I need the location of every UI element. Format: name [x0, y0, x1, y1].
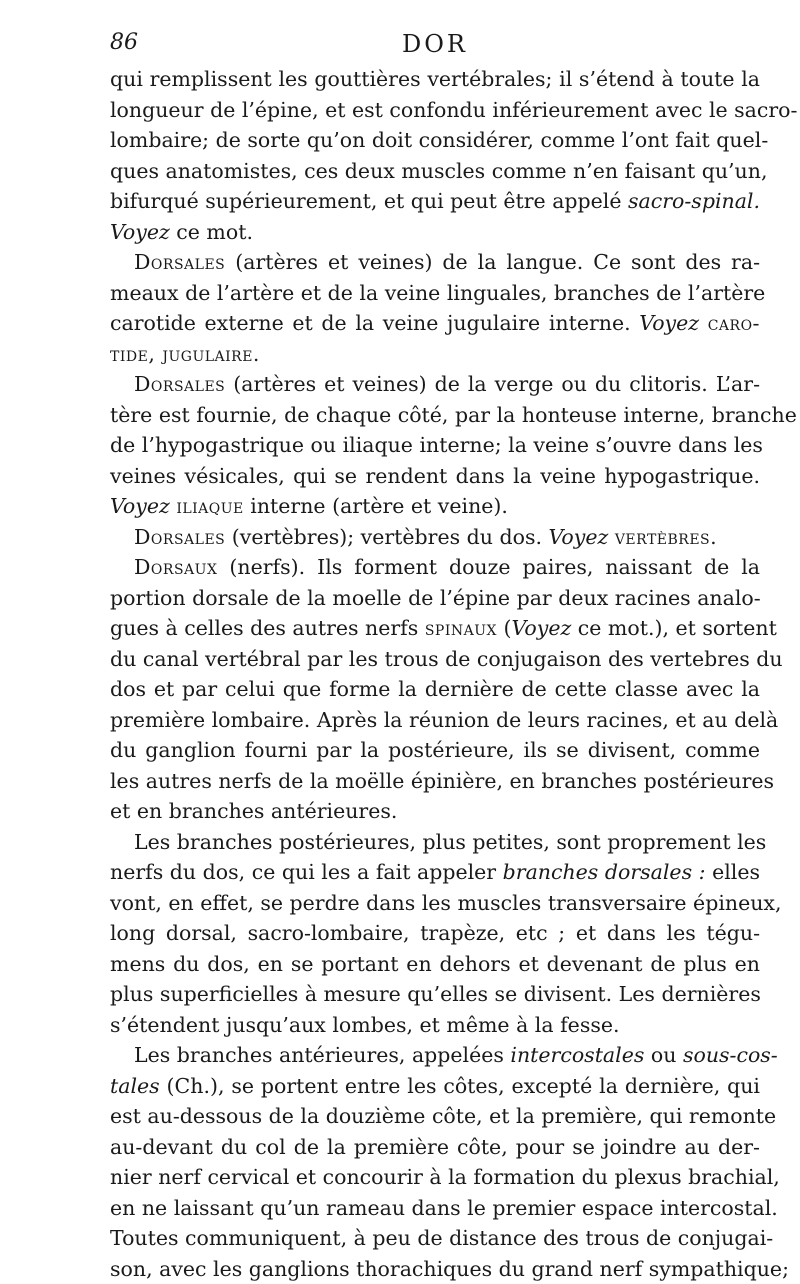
- text-line: Les branches antérieures, appelées intercostales ou sous-cos-: [110, 1040, 760, 1071]
- text-line: Dorsaux (nerfs). Ils forment douze paires, naissant de la: [110, 552, 760, 583]
- text-line: Dorsales (artères et veines) de la langue. Ce sont des ra-: [110, 247, 760, 278]
- text-line: longueur de l’épine, et est confondu inférieurement avec le sacro-: [110, 95, 760, 126]
- text-line: les autres nerfs de la moëlle épinière, en branches postérieures: [110, 766, 760, 797]
- text-line: qui remplissent les gouttières vertébrales; il s’étend à toute la: [110, 64, 760, 95]
- cross-reference: Voyez: [549, 525, 609, 549]
- text-line: et en branches antérieures.: [110, 796, 760, 827]
- text-line: mens du dos, en se portant en dehors et devenant de plus en: [110, 949, 760, 980]
- italic-term: sacro-spinal.: [628, 189, 760, 213]
- text-line: de l’hypogastrique ou iliaque interne; la veine s’ouvre dans les: [110, 430, 760, 461]
- text-line: Toutes communiquent, à peu de distance des trous de conjugai-: [110, 1223, 760, 1254]
- text-line: Dorsales (vertèbres); vertèbres du dos. Voyez vertèbres.: [110, 522, 760, 553]
- italic-term: intercostales: [510, 1043, 644, 1067]
- entry-headword: Dorsaux: [134, 555, 217, 579]
- text-line: Les branches postérieures, plus petites, sont proprement les: [110, 827, 760, 858]
- page-number: 86: [110, 30, 138, 55]
- page-header: [110, 30, 760, 66]
- italic-term: branches dorsales :: [503, 860, 706, 884]
- entry-headword: Dorsales: [134, 525, 225, 549]
- text-line: s’étendent jusqu’aux lombes, et même à la fesse.: [110, 1010, 760, 1041]
- text-line: vont, en effet, se perdre dans les muscles transversaire épineux,: [110, 888, 760, 919]
- text-line: du canal vertébral par les trous de conjugaison des vertebres du: [110, 644, 760, 675]
- text-line: au-devant du col de la première côte, pour se joindre au der-: [110, 1132, 760, 1163]
- text-line: lombaire; de sorte qu’on doit considérer, comme l’ont fait quel-: [110, 125, 760, 156]
- text-line: première lombaire. Après la réunion de leurs racines, et au delà: [110, 705, 760, 736]
- text-line: long dorsal, sacro-lombaire, trapèze, etc ; et dans les tégu-: [110, 918, 760, 949]
- text-line: nerfs du dos, ce qui les a fait appeler branches dorsales : elles: [110, 857, 760, 888]
- text-line: ques anatomistes, ces deux muscles comme n’en faisant qu’un,: [110, 156, 760, 187]
- cross-reference-term: vertèbres.: [615, 525, 717, 549]
- cross-reference: Voyez: [639, 311, 699, 335]
- text-line: portion dorsale de la moelle de l’épine par deux racines analo-: [110, 583, 760, 614]
- entry-headword: Dorsales: [134, 372, 225, 396]
- text-line: tales (Ch.), se portent entre les côtes, excepté la dernière, qui: [110, 1071, 760, 1102]
- text-line: Voyez iliaque interne (artère et veine).: [110, 491, 760, 522]
- cross-reference-term: iliaque: [176, 494, 243, 518]
- text-line: [110, 339, 760, 370]
- cross-reference: Voyez: [110, 494, 170, 518]
- italic-term: sous-cos-: [683, 1043, 778, 1067]
- entry-headword: Dorsales: [134, 250, 225, 274]
- cross-reference: Voyez: [512, 616, 572, 640]
- text-line: en ne laissant qu’un rameau dans le premier espace intercostal.: [110, 1193, 760, 1224]
- cross-reference: Voyez: [110, 220, 170, 244]
- text-line: gues à celles des autres nerfs spinaux (Voyez ce mot.), et sortent: [110, 613, 760, 644]
- text-line: meaux de l’artère et de la veine linguales, branches de l’artère: [110, 278, 760, 309]
- text-line: Dorsales (artères et veines) de la verge ou du clitoris. L’ar-: [110, 369, 760, 400]
- text-line: nier nerf cervical et concourir à la formation du plexus brachial,: [110, 1162, 760, 1193]
- text-line: dos et par celui que forme la dernière de cette classe avec la: [110, 674, 760, 705]
- text-line: carotide externe et de la veine jugulaire interne. Voyez caro-: [110, 308, 760, 339]
- text-line: tère est fournie, de chaque côté, par la honteuse interne, branche: [110, 400, 760, 431]
- text-line: plus superficielles à mesure qu’elles se divisent. Les dernières: [110, 979, 760, 1010]
- text-line: bifurqué supérieurement, et qui peut être appelé sacro-spinal.: [110, 186, 760, 217]
- cross-reference-term: tide, jugulaire.: [110, 342, 260, 366]
- cross-reference-term: caro-: [708, 311, 760, 335]
- body-text: [110, 64, 760, 1284]
- running-head: DOR: [110, 30, 760, 58]
- italic-term: tales: [110, 1074, 160, 1098]
- cross-reference-term: spinaux: [425, 616, 497, 640]
- text-line: est au-dessous de la douzième côte, et la première, qui remonte: [110, 1101, 760, 1132]
- text-line: son, avec les ganglions thorachiques du grand nerf sympathique;: [110, 1254, 760, 1284]
- text-line: veines vésicales, qui se rendent dans la veine hypogastrique.: [110, 461, 760, 492]
- text-line: Voyez ce mot.: [110, 217, 760, 248]
- text-line: du ganglion fourni par la postérieure, ils se divisent, comme: [110, 735, 760, 766]
